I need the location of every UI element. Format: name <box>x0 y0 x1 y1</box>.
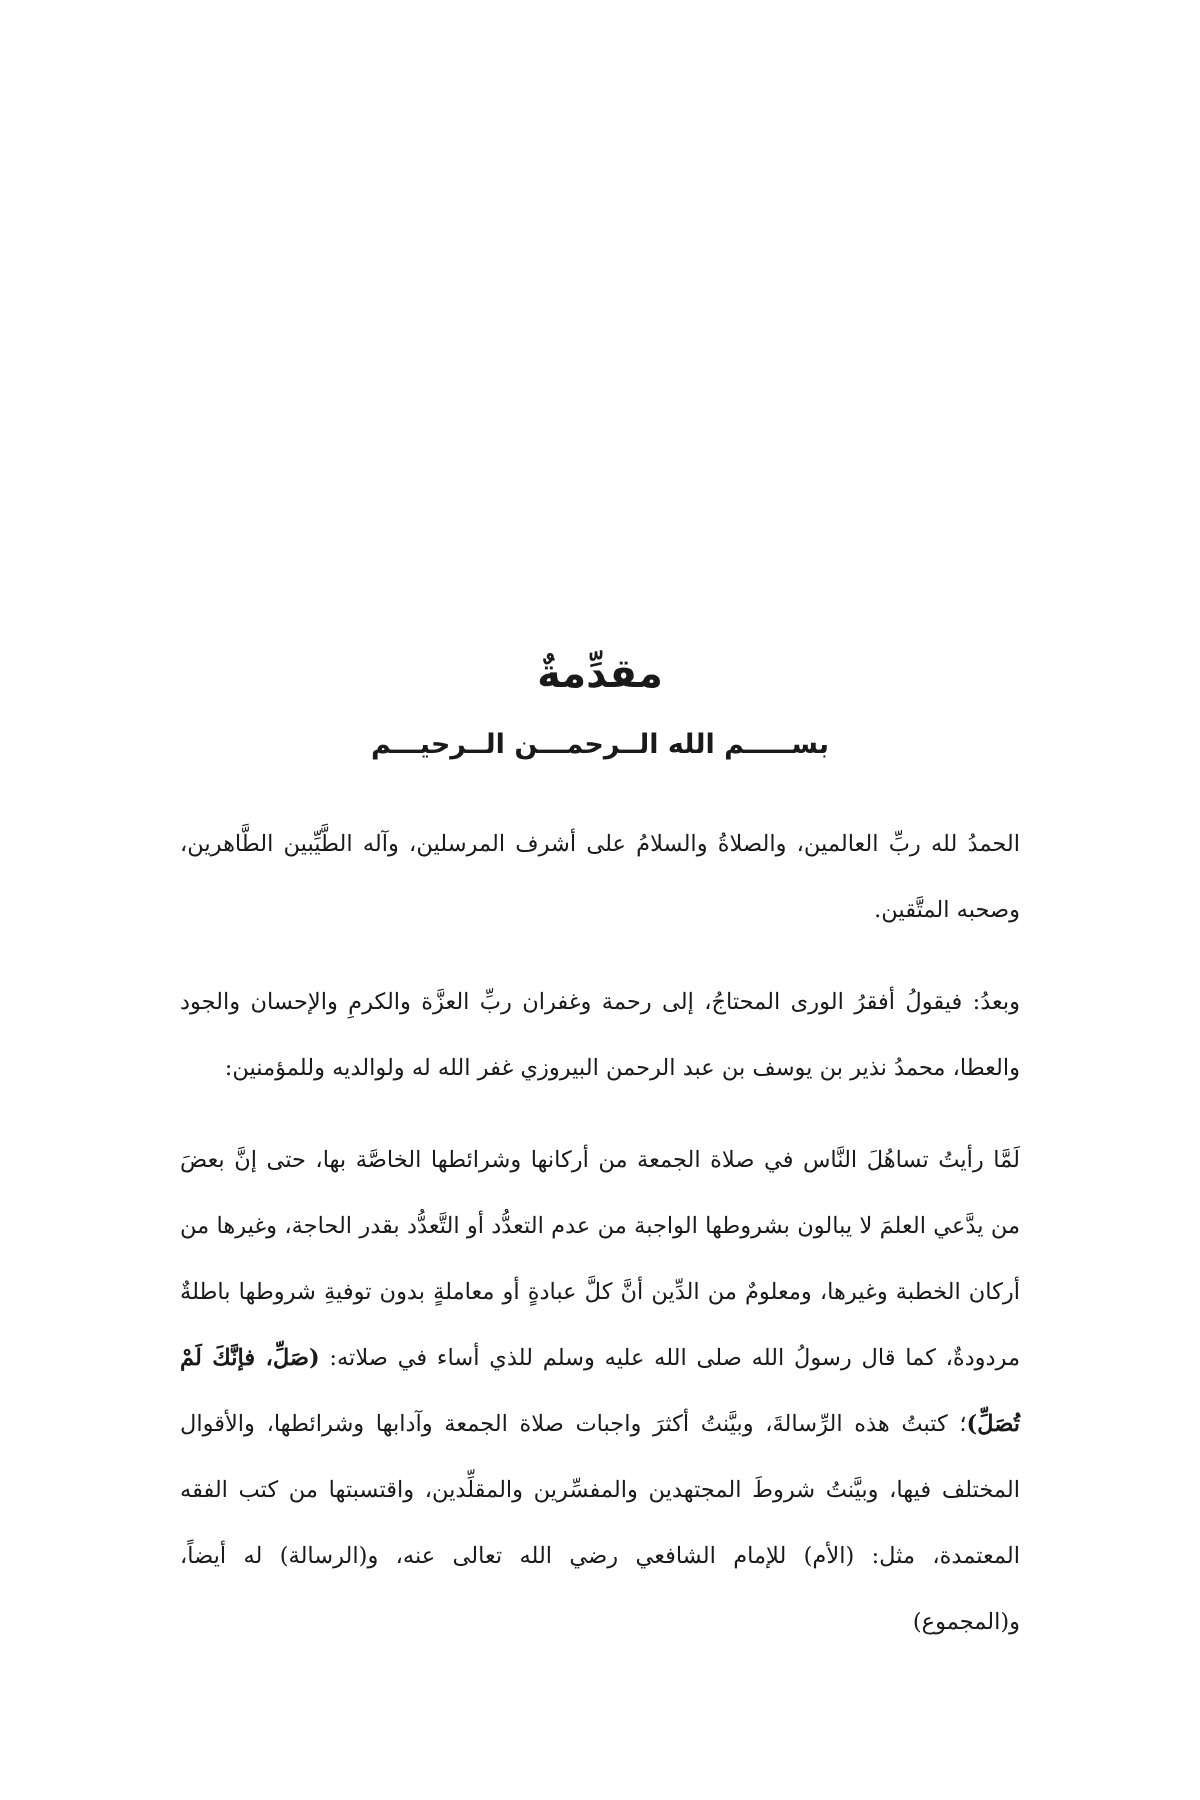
page-content <box>180 645 1020 1655</box>
paragraph-purpose-start: لَمَّا رأيتُ تساهُلَ النَّاس في صلاة الجمعة من أركانها وشرائطها الخاصَّة بها، حتى إنَّ بعضَ من يدَّعي العلمَ لا يبالون بشروطها الواجبة من عدم التعدُّد أو التَّعدُّد بقدر الحاجة، وغيرها من أركان الخطبة وغيرها، ومعلومٌ من الدِّين أنَّ كلَّ عبادةٍ أو معاملةٍ بدون توفيةِ شروطها باطلةٌ مردودةٌ، كما قال رسولُ الله صلى الله عليه وسلم للذي أساء في صلاته: <box>180 1147 1020 1371</box>
paragraph-praise: الحمدُ لله ربِّ العالمين، والصلاةُ والسلامُ على أشرف المرسلين، وآله الطَّيِّبين الطَّاهرين، وصحبه المتَّقين. <box>180 831 1020 923</box>
page-title: مقدِّمةٌ <box>537 651 663 697</box>
paragraph-author-intro: وبعدُ: فيقولُ أفقرُ الورى المحتاجُ، إلى رحمة وغفران ربِّ العزَّة والكرمِ والإحسان والجود والعطا، محمدُ نذير بن يوسف بن عبد الرحمن البيروزي غفر الله له ولوالديه وللمؤمنين: <box>180 989 1020 1081</box>
paragraph-purpose <box>180 1127 1020 1655</box>
paragraph-purpose-end: ؛ كتبتُ هذه الرِّسالةَ، وبيَّنتُ أكثرَ واجبات صلاة الجمعة وآدابها وشرائطها، والأقوال المختلف فيها، وبيَّنتُ شروطَ المجتهدين والمفسِّرين والمقلِّدين، واقتسبتها من كتب الفقه المعتمدة، مثل: (الأم) للإمام الشافعي رضي الله تعالى عنه، و(الرسالة) له أيضاً، و(المجموع) <box>180 1411 1020 1635</box>
hadith-quote: (صَلِّ، فإنَّكَ لَمْ تُصَلِّ) <box>180 1345 1020 1437</box>
basmala-heading: بســـــم الله الــرحمـــن الــرحيـــم <box>370 729 830 760</box>
